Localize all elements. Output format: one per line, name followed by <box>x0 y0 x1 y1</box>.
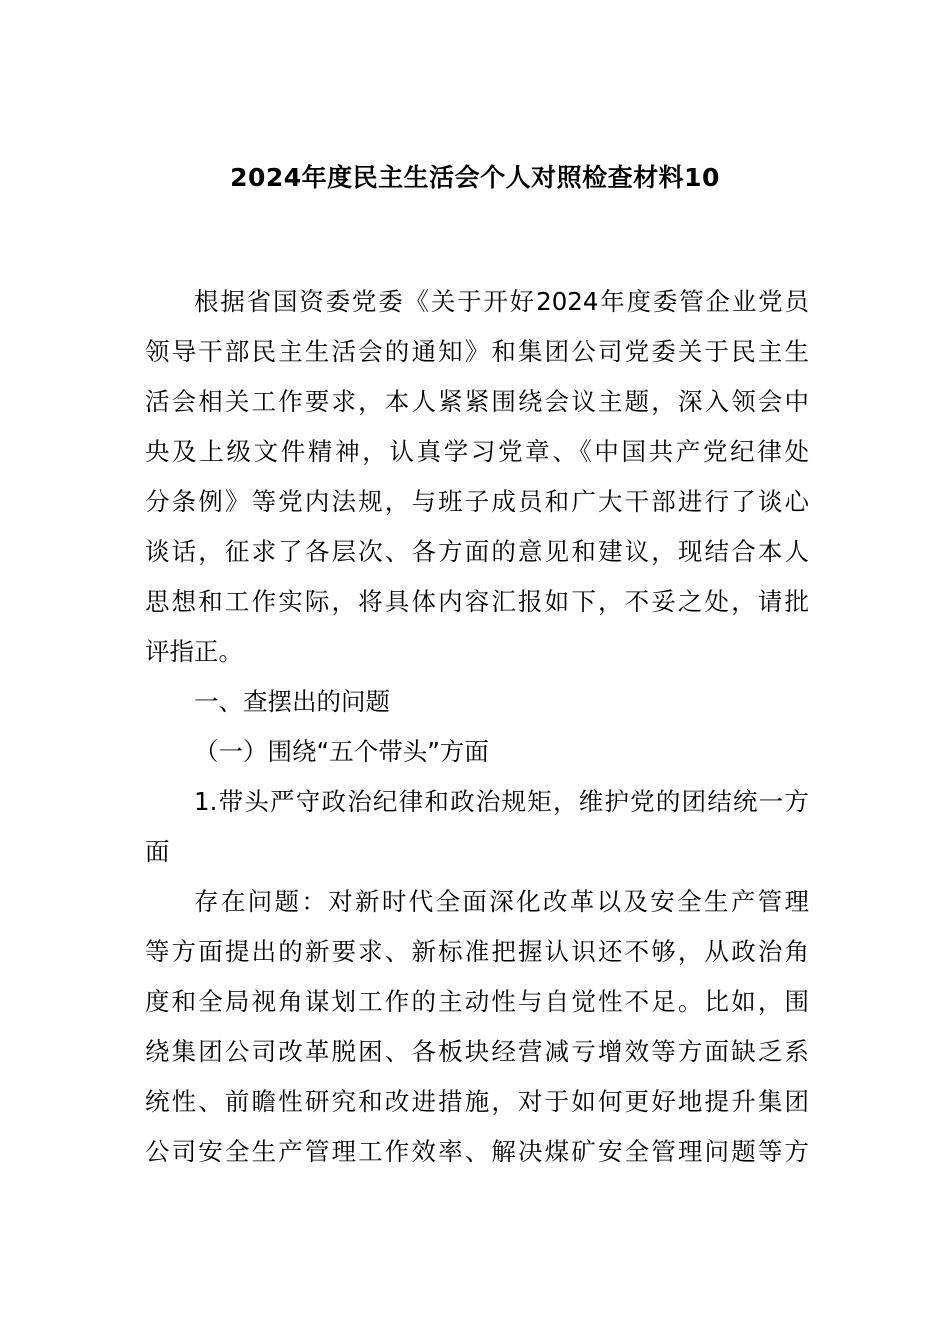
paragraph-line: 谈话，征求了各层次、各方面的意见和建议，现结合本人 <box>145 537 809 566</box>
section-heading: 一、查摆出的问题 <box>194 687 390 716</box>
document-title: 2024年度民主生活会个人对照检查材料10 <box>230 163 720 192</box>
paragraph-line: 央及上级文件精神，认真学习党章、《中国共产党纪律处 <box>145 437 809 466</box>
subsection-heading: （一）围绕“五个带头”方面 <box>194 737 489 766</box>
paragraph-line: 分条例》等党内法规，与班子成员和广大干部进行了谈心 <box>145 487 809 516</box>
paragraph-line: 统性、前瞻性研究和改进措施，对于如何更好地提升集团 <box>145 1087 809 1116</box>
paragraph-line: 等方面提出的新要求、新标准把握认识还不够，从政治角 <box>145 937 809 966</box>
paragraph-line: 根据省国资委党委《关于开好2024年度委管企业党员 <box>194 287 809 316</box>
paragraph-line: 公司安全生产管理工作效率、解决煤矿安全管理问题等方 <box>145 1137 809 1166</box>
paragraph-line: 评指正。 <box>145 637 243 666</box>
item-heading: 1.带头严守政治纪律和政治规矩，维护党的团结统一方 <box>194 787 809 816</box>
paragraph-line: 存在问题：对新时代全面深化改革以及安全生产管理 <box>194 887 809 916</box>
paragraph-line: 绕集团公司改革脱困、各板块经营减亏增效等方面缺乏系 <box>145 1037 809 1066</box>
paragraph-line: 度和全局视角谋划工作的主动性与自觉性不足。比如，围 <box>145 987 809 1016</box>
paragraph-line: 活会相关工作要求，本人紧紧围绕会议主题，深入领会中 <box>145 387 809 416</box>
paragraph-line: 领导干部民主生活会的通知》和集团公司党委关于民主生 <box>145 337 809 366</box>
item-heading: 面 <box>145 837 170 866</box>
document-body <box>145 277 809 1177</box>
paragraph-line: 思想和工作实际，将具体内容汇报如下，不妥之处，请批 <box>145 587 809 616</box>
